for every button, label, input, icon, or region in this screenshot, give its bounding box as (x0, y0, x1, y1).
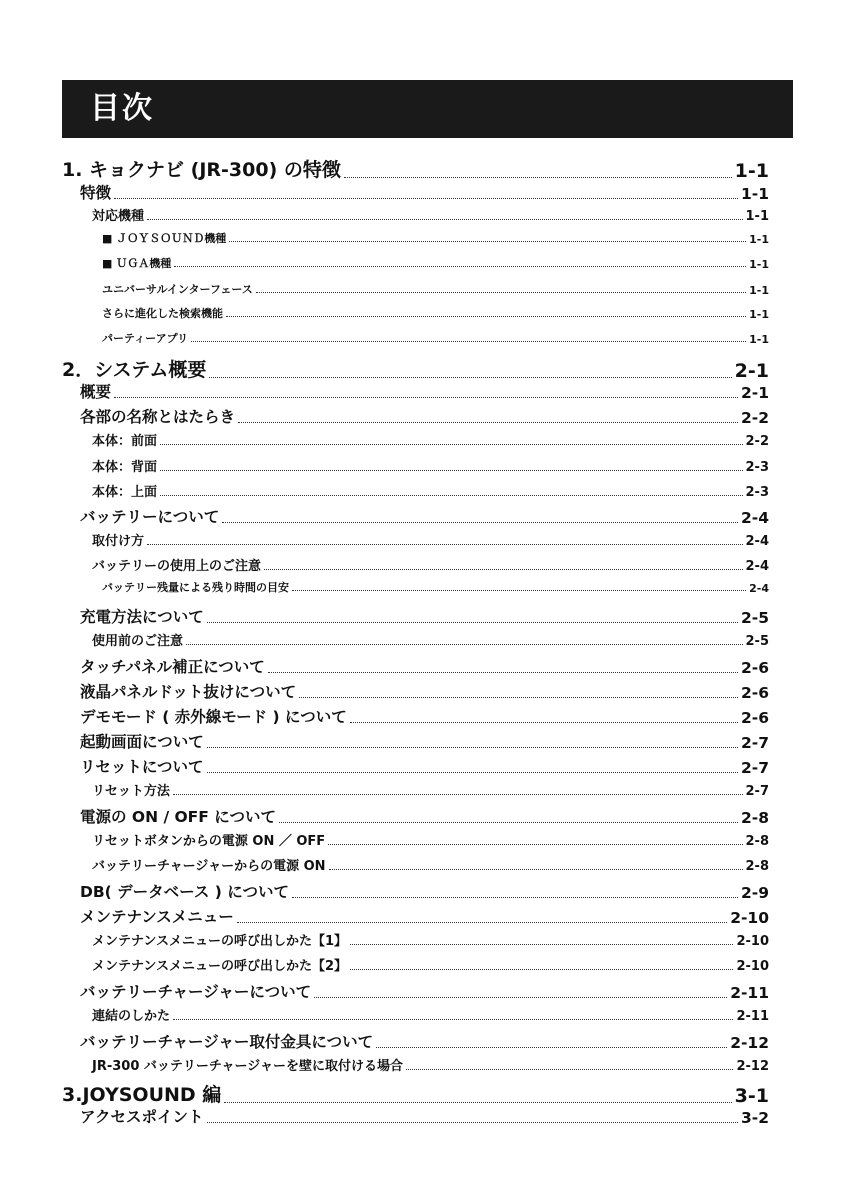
dot-leader (406, 1069, 733, 1070)
toc-entry[interactable] (92, 855, 769, 874)
toc-entry-page: 2-6 (740, 684, 769, 702)
dot-leader (222, 522, 738, 523)
toc-entry-page: 2-6 (740, 659, 769, 677)
toc-entry[interactable] (92, 830, 769, 849)
toc-entry-page: 2-8 (745, 834, 769, 849)
toc-entry-label: タッチパネル補正について (80, 658, 265, 676)
toc-entry-page: 2-10 (736, 959, 769, 974)
toc-entry-page: 2-1 (740, 384, 769, 402)
dot-leader (207, 1122, 738, 1123)
toc-entry-label: メンテナンスメニューの呼び出しかた【1】 (92, 934, 348, 949)
toc-entry[interactable] (102, 305, 769, 321)
toc-entry-label: 取付け方 (92, 534, 145, 549)
toc-entry[interactable] (92, 481, 769, 500)
dot-leader (328, 844, 742, 845)
toc-entry-page: 2-12 (736, 1059, 769, 1074)
toc-entry[interactable] (80, 705, 769, 727)
toc-entry-label: バッテリー残量による残り時間の目安 (102, 581, 289, 594)
dot-leader (350, 944, 733, 945)
toc-entry-label: さらに進化した検索機能 (102, 307, 223, 320)
toc-entry-label: 特徴 (80, 184, 112, 202)
toc-entry[interactable] (92, 456, 769, 475)
toc-entry-page: 2-2 (740, 409, 769, 427)
toc-entry-label: 3.JOYSOUND 編 (62, 1084, 222, 1106)
toc-entry-label: アクセスポイント (80, 1108, 204, 1126)
toc-entry[interactable] (80, 805, 769, 827)
toc-entry-label: リセットボタンからの電源 ON ／ OFF (92, 834, 326, 849)
dot-leader (209, 377, 731, 378)
toc-entry-page: 2-6 (740, 709, 769, 727)
toc-entry-page: 2-2 (745, 434, 769, 449)
toc-entry-page: 2-3 (745, 460, 769, 475)
dot-leader (173, 794, 743, 795)
toc-entry[interactable] (92, 555, 769, 574)
toc-entry-page: 2-5 (745, 634, 769, 649)
toc-entry[interactable] (80, 1030, 769, 1052)
toc-entry[interactable] (102, 230, 769, 246)
page-title: 目次 (62, 80, 793, 138)
toc-entry[interactable] (80, 980, 769, 1002)
toc-entry[interactable] (80, 755, 769, 777)
toc-entry-label: バッテリーの使用上のご注意 (92, 559, 262, 574)
toc-entry-label: 各部の名称とはたらき (80, 408, 236, 426)
dot-leader (229, 241, 746, 242)
dot-leader (350, 969, 733, 970)
toc-entry[interactable] (80, 880, 769, 902)
toc-entry[interactable] (92, 630, 769, 649)
toc-entry[interactable] (102, 579, 769, 595)
toc-entry-page: 1-1 (749, 284, 769, 297)
toc-entry[interactable] (62, 155, 769, 182)
dot-leader (160, 444, 742, 445)
toc-entry-label: ■ ＪＯＹＳＯＵＮＤ機種 (102, 232, 227, 245)
toc-entry-label: ユニバーサルインターフェース (102, 283, 253, 296)
dot-leader (147, 544, 742, 545)
toc-entry-label: DB( データベース ) について (80, 883, 289, 901)
dot-leader (207, 622, 738, 623)
toc-entry-page: 2-3 (745, 485, 769, 500)
dot-leader (174, 266, 746, 267)
toc-entry-page: 2-7 (740, 734, 769, 752)
dot-leader (114, 397, 738, 398)
toc-entry-page: 2-1 (734, 360, 769, 382)
toc-entry-label: デモモード ( 赤外線モード ) について (80, 708, 347, 726)
toc-entry-label: 本体：上面 (92, 485, 158, 500)
dot-leader (237, 922, 727, 923)
toc-entry-label: バッテリーについて (80, 508, 220, 526)
dot-leader (350, 722, 738, 723)
dot-leader (292, 897, 738, 898)
toc-entry[interactable] (80, 181, 769, 203)
dot-leader (264, 569, 742, 570)
toc-entry-label: バッテリーチャージャーについて (80, 983, 312, 1001)
toc-entry-page: 2-11 (730, 984, 769, 1002)
dot-leader (191, 341, 746, 342)
toc-entry[interactable] (92, 1005, 769, 1024)
toc-entry-label: 起動画面について (80, 733, 204, 751)
toc-entry[interactable] (92, 780, 769, 799)
toc-entry[interactable] (102, 281, 769, 297)
toc-entry-page: 2-4 (745, 534, 769, 549)
dot-leader (292, 590, 746, 591)
dot-leader (329, 869, 743, 870)
toc-entry-page: 1-1 (749, 333, 769, 346)
toc-entry[interactable] (92, 930, 769, 949)
toc-entry-label: ■ ＵＧＡ機種 (102, 257, 172, 270)
toc-entry[interactable] (80, 730, 769, 752)
toc-entry[interactable] (92, 430, 769, 449)
toc-entry-page: 1-1 (745, 209, 769, 224)
toc-entry-label: JR-300 バッテリーチャージャーを壁に取付ける場合 (92, 1059, 403, 1074)
dot-leader (268, 672, 738, 673)
toc-entry[interactable] (102, 255, 769, 271)
dot-leader (173, 1019, 733, 1020)
toc-entry-page: 1-1 (749, 233, 769, 246)
dot-leader (186, 644, 742, 645)
toc-entry-label: メンテナンスメニューの呼び出しかた【2】 (92, 959, 348, 974)
toc-entry-label: リセットについて (80, 758, 204, 776)
toc-entry-page: 2-8 (745, 859, 769, 874)
toc-entry-page: 2-4 (749, 582, 769, 595)
toc-entry-label: 使用前のご注意 (92, 634, 184, 649)
toc-entry-label: 本体：前面 (92, 434, 158, 449)
toc-entry-page: 1-1 (749, 308, 769, 321)
toc-entry-page: 1-1 (749, 258, 769, 271)
toc-entry-page: 3-2 (740, 1109, 769, 1127)
toc-entry[interactable] (102, 330, 769, 346)
dot-leader (256, 292, 746, 293)
toc-entry[interactable] (92, 530, 769, 549)
toc-entry-page: 2-12 (730, 1034, 769, 1052)
toc-entry[interactable] (80, 680, 769, 702)
toc-entry-page: 1-1 (734, 160, 769, 182)
dot-leader (299, 697, 738, 698)
dot-leader (238, 422, 738, 423)
toc-entry-label: 連結のしかた (92, 1009, 171, 1024)
dot-leader (344, 177, 732, 178)
toc-entry[interactable] (80, 505, 769, 527)
toc-entry-page: 1-1 (740, 185, 769, 203)
toc-entry[interactable] (80, 380, 769, 402)
dot-leader (147, 219, 742, 220)
dot-leader (314, 997, 727, 998)
toc-entry[interactable] (80, 905, 769, 927)
toc-entry-label: 1. キョクナビ (JR-300) の特徴 (62, 159, 341, 181)
toc-entry[interactable] (80, 405, 769, 427)
toc-entry[interactable] (80, 605, 769, 627)
toc-entry-label: 対応機種 (92, 209, 145, 224)
toc-entry-page: 2-9 (740, 884, 769, 902)
toc-entry-label: 本体：背面 (92, 460, 158, 475)
toc-entry-page: 2-10 (730, 909, 769, 927)
dot-leader (207, 747, 738, 748)
dot-leader (207, 772, 738, 773)
dot-leader (114, 198, 738, 199)
toc-entry[interactable] (80, 1105, 769, 1127)
toc-entry-label: メンテナンスメニュー (80, 908, 234, 926)
toc-entry[interactable] (92, 1055, 769, 1074)
dot-leader (376, 1047, 727, 1048)
toc-entry-page: 2-4 (740, 509, 769, 527)
toc-entry-page: 2-5 (740, 609, 769, 627)
toc-entry-page: 2-7 (740, 759, 769, 777)
dot-leader (160, 470, 742, 471)
toc-entry[interactable] (92, 205, 769, 224)
toc-entry-page: 2-10 (736, 934, 769, 949)
toc-entry-label: 液晶パネルドット抜けについて (80, 683, 297, 701)
toc-entry-label: 2．システム概要 (62, 359, 207, 381)
toc-entry-label: リセット方法 (92, 784, 170, 799)
dot-leader (279, 822, 738, 823)
toc-entry-label: 概要 (80, 383, 112, 401)
dot-leader (224, 1102, 731, 1103)
toc-entry-page: 2-7 (745, 784, 769, 799)
toc-entry[interactable] (62, 355, 769, 382)
toc-entry-page: 2-11 (736, 1009, 769, 1024)
toc-entry-label: パーティーアプリ (102, 332, 189, 345)
toc-entry[interactable] (92, 955, 769, 974)
toc-entry[interactable] (80, 655, 769, 677)
dot-leader (160, 495, 742, 496)
toc-entry-label: バッテリーチャージャー取付金具について (80, 1033, 374, 1051)
toc-entry-page: 2-8 (740, 809, 769, 827)
toc-entry-label: 充電方法について (80, 608, 204, 626)
toc-entry-page: 2-4 (745, 559, 769, 574)
dot-leader (226, 316, 746, 317)
toc-entry-label: バッテリーチャージャーからの電源 ON (92, 859, 326, 874)
toc-entry-page: 3-1 (734, 1085, 769, 1107)
toc-entry[interactable] (62, 1080, 769, 1107)
toc-entry-label: 電源の ON / OFF について (80, 808, 276, 826)
